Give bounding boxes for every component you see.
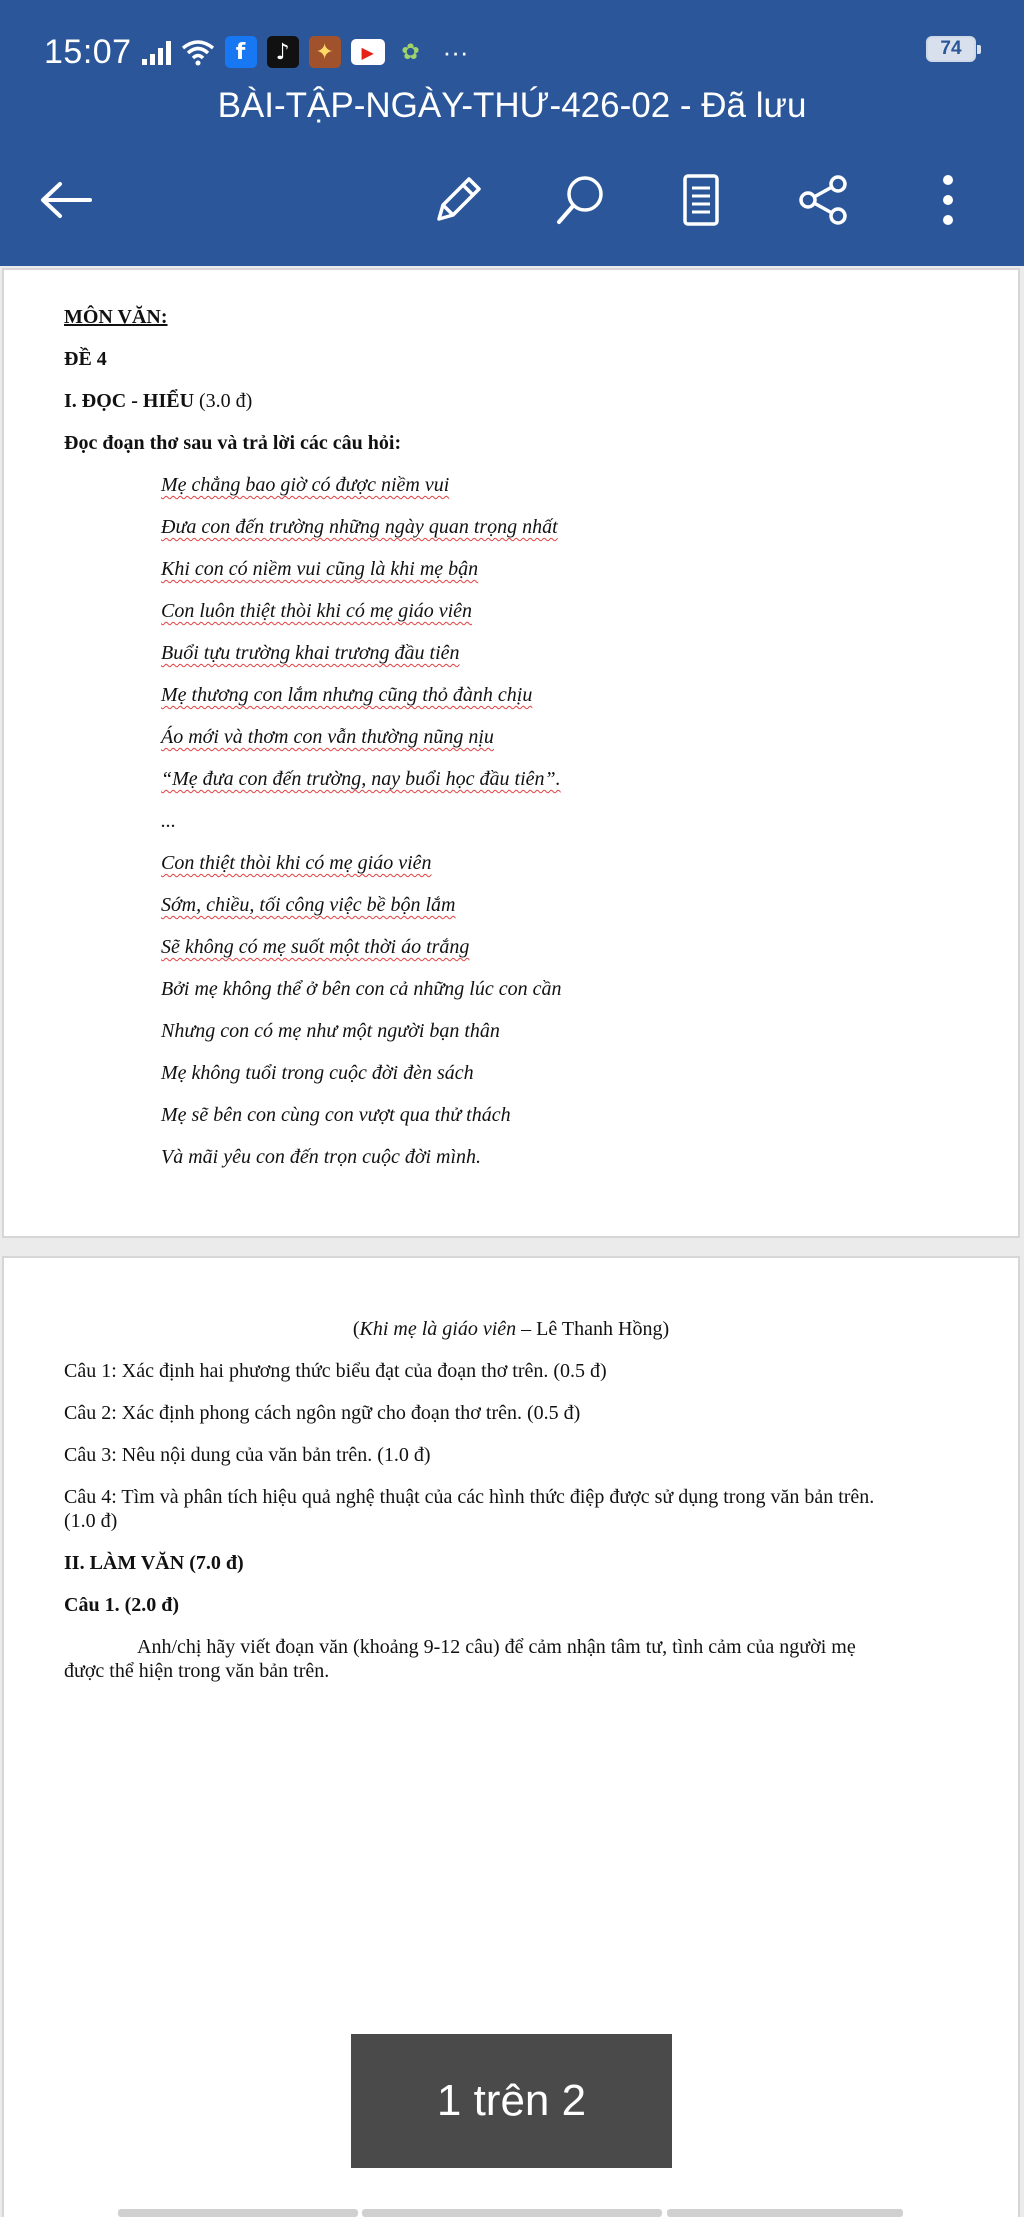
question-1: Câu 1: Xác định hai phương thức biểu đạt của đoạn thơ trên. (0.5 đ) [64, 1360, 607, 1382]
battery-icon [926, 36, 976, 62]
section-1-heading [64, 390, 252, 413]
share-icon [796, 172, 852, 228]
poem-line: Đưa con đến trường những ngày quan trọng nhất [161, 516, 558, 538]
poem-line: Sớm, chiều, tối công việc bề bộn lắm [161, 894, 456, 916]
poem-line: Mẹ sẽ bên con cùng con vượt qua thử thách [161, 1104, 511, 1126]
edit-button[interactable] [428, 170, 488, 230]
pencil-icon [431, 173, 485, 227]
question-4-points: (1.0 đ) [64, 1510, 118, 1532]
status-bar [44, 30, 469, 74]
reading-instruction: Đọc đoạn thơ sau và trả lời các câu hỏi: [64, 432, 402, 454]
wifi-icon [181, 38, 215, 66]
battery-level: 74 [940, 38, 962, 59]
document-view-icon [681, 172, 721, 228]
poem-source: (Khi mẹ là giáo viên – Lê Thanh Hồng) [352, 1318, 670, 1340]
game-icon: ✦ [309, 36, 341, 68]
more-notifications-icon: ··· [442, 36, 469, 67]
question-4: Câu 4: Tìm và phân tích hiệu quả nghệ thuật của các hình thức điệp được sử dụng trong văn bản trên. [64, 1486, 875, 1508]
bottom-bar-segment [667, 2209, 903, 2217]
poem-line: Nhưng con có mẹ như một người bạn thân [161, 1020, 500, 1042]
essay-task-continued: được thể hiện trong văn bản trên. [64, 1660, 330, 1682]
facebook-icon: f [225, 36, 257, 68]
poem-line: Con thiệt thòi khi có mẹ giáo viên [161, 852, 432, 874]
youtube-icon: ▶ [351, 39, 385, 65]
clock: 15:07 [44, 32, 132, 71]
more-options-button[interactable] [918, 170, 978, 230]
tiktok-icon: ♪ [267, 36, 299, 68]
poem-line: Áo mới và thơm con vẫn thường nũng nịu [161, 726, 494, 748]
poem-line: Và mãi yêu con đến trọn cuộc đời mình. [161, 1146, 482, 1168]
bottom-bar-segment [118, 2209, 358, 2217]
poem-line: Mẹ chẳng bao giờ có được niềm vui [161, 474, 450, 496]
poem-line: Mẹ thương con lắm nhưng cũng thỏ đành chịu [161, 684, 533, 706]
source-author: – Lê Thanh Hồng [516, 1318, 663, 1340]
section-1-label: I. ĐỌC - HIỂU [64, 390, 195, 412]
poem-line: Bởi mẹ không thể ở bên con cả những lúc con cần [161, 978, 562, 1000]
document-page-1[interactable] [4, 270, 1018, 1236]
question-2: Câu 2: Xác định phong cách ngôn ngữ cho đoạn thơ trên. (0.5 đ) [64, 1402, 581, 1424]
exam-number: ĐỀ 4 [64, 348, 107, 370]
poem-line: Buổi tựu trường khai trương đầu tiên [161, 642, 460, 664]
poem-line: Mẹ không tuổi trong cuộc đời đèn sách [161, 1062, 474, 1084]
arrow-left-icon [38, 180, 94, 220]
back-button[interactable] [36, 170, 96, 230]
signal-icon [142, 39, 171, 65]
subject-heading: MÔN VĂN: [64, 306, 168, 328]
share-button[interactable] [794, 170, 854, 230]
app-bar [0, 0, 1024, 266]
poem-line: Khi con có niềm vui cũng là khi mẹ bận [161, 558, 479, 580]
bottom-bar-segment [362, 2209, 662, 2217]
page-indicator: 1 trên 2 [351, 2034, 672, 2168]
search-icon [553, 172, 609, 228]
poem-line: “Mẹ đưa con đến trường, nay buổi học đầu tiên”. [161, 768, 561, 790]
section-1-points: (3.0 đ) [194, 390, 253, 412]
section-2-heading: II. LÀM VĂN (7.0 đ) [64, 1552, 244, 1574]
poem-ellipsis: ... [161, 810, 176, 832]
more-vertical-icon [938, 172, 958, 228]
source-title: Khi mẹ là giáo viên [359, 1318, 517, 1340]
poem-line: Con luôn thiệt thòi khi có mẹ giáo viên [161, 600, 473, 622]
poem-line: Sẽ không có mẹ suốt một thời áo trắng [161, 936, 470, 958]
question-3: Câu 3: Nêu nội dung của văn bản trên. (1.0 đ) [64, 1444, 431, 1466]
document-title: BÀI-TẬP-NGÀY-THỨ-426-02 - Đã lưu [217, 86, 807, 125]
search-button[interactable] [551, 170, 611, 230]
essay-question-1: Câu 1. (2.0 đ) [64, 1594, 180, 1616]
app-icon: ✿ [401, 39, 420, 65]
essay-task: Anh/chị hãy viết đoạn văn (khoảng 9-12 câu) để cảm nhận tâm tư, tình cảm của người mẹ [137, 1636, 856, 1658]
reading-view-button[interactable] [671, 170, 731, 230]
